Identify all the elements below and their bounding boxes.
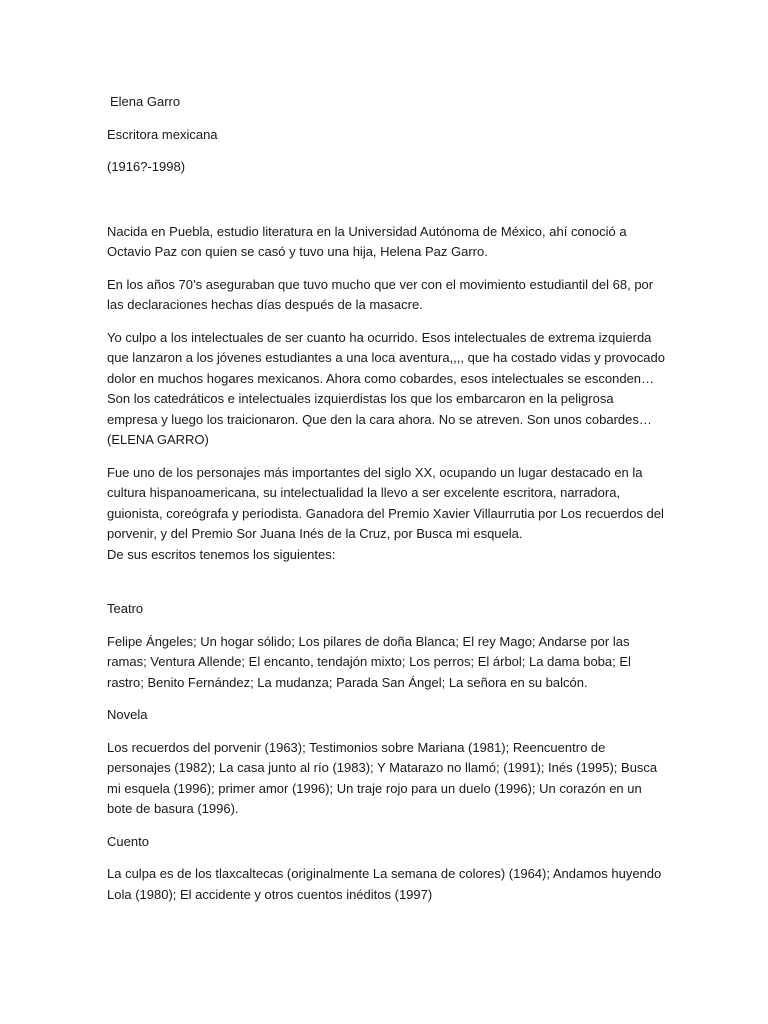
document-page [107,92,667,905]
bio-paragraph-movement: En los años 70’s aseguraban que tuvo mucho que ver con el movimiento estudiantil del 68, por las declaraciones hechas días después de la masacre. [107,276,654,312]
bio-paragraph-writings-intro: De sus escritos tenemos los siguientes: [107,546,336,562]
author-name: Elena Garro [110,94,181,109]
author-years: (1916?-1998) [107,159,186,174]
author-occupation: Escritora mexicana [107,126,218,142]
bio-paragraph-quote: Yo culpo a los intelectuales de ser cuanto ha ocurrido. Esos intelectuales de extrema izquierda que lanzaron a los jóvenes estudiantes a una loca aventura,,,, que ha costado vidas y provocado dolor en muchos hogares mexicanos. Ahora como cobardes, esos intelectuales se esconden… Son los catedráticos e intelectuales izquierdistas los que los embarcaron en la peligrosa empresa y luego los traicionaron. Que den la cara ahora. No se atreven. Son unos cobardes… (ELENA GARRO) [107,329,665,447]
section-heading-teatro: Teatro [107,601,144,616]
section-body-novela: Los recuerdos del porvenir (1963); Testimonios sobre Mariana (1981); Reencuentro de personajes (1982); La casa junto al río (1983); Y Matarazo no llamó; (1991); Inés (1995); Busca mi esquela (1996); primer amor (1996); Un traje rojo para un duelo (1996); Un corazón en un bote de basura (1996). [107,739,658,816]
section-body-teatro: Felipe Ángeles; Un hogar sólido; Los pilares de doña Blanca; El rey Mago; Andarse por las ramas; Ventura Allende; El encanto, tendajón mixto; Los perros; El árbol; La dama boba; El rastro; Benito Fernández; La mudanza; Parada San Ángel; La señora en su balcón. [107,633,631,690]
bio-paragraph-importance: Fue uno de los personajes más importantes del siglo XX, ocupando un lugar destacado en la cultura hispanoamericana, su intelectualidad la llevo a ser excelente escritora, narradora, guionista, coreógrafa y periodista. Ganadora del Premio Xavier Villaurrutia por Los recuerdos del porvenir, y del Premio Sor Juana Inés de la Cruz, por Busca mi esquela. [107,464,664,541]
section-body-cuento: La culpa es de los tlaxcaltecas (originalmente La semana de colores) (1964); Andamos huyendo Lola (1980); El accidente y otros cuentos inéditos (1997) [107,866,662,902]
bio-paragraph-birth: Nacida en Puebla, estudio literatura en la Universidad Autónoma de México, ahí conoció a Octavio Paz con quien se casó y tuvo una hija, Helena Paz Garro. [107,223,627,259]
section-heading-novela: Novela [107,707,148,722]
section-heading-cuento: Cuento [107,833,149,849]
